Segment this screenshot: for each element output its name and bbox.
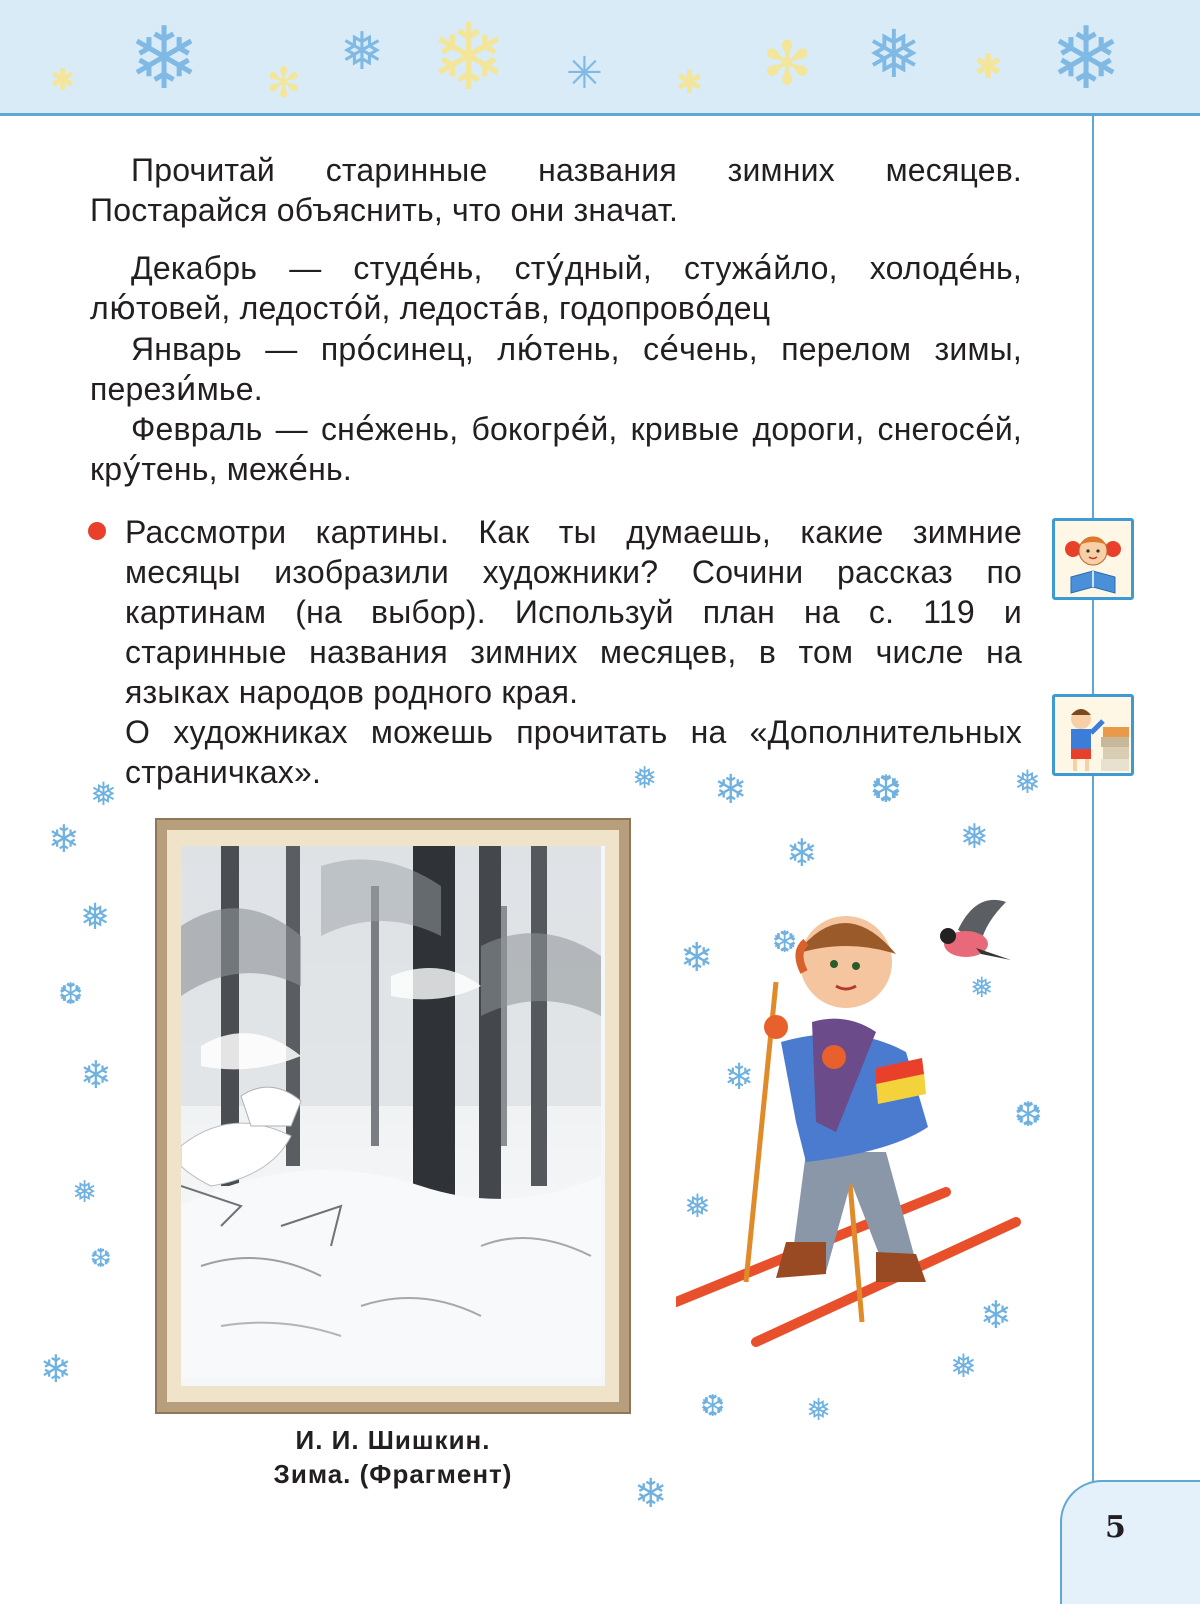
snowflake-icon: ❆ (90, 1244, 112, 1274)
january-paragraph: Январь — про́синец, лю́тень, се́чень, перелом зимы, перези́мье. (90, 330, 1022, 408)
snowflake-icon: ✳ (566, 48, 603, 99)
snowflake-icon: ✱ (974, 47, 1003, 87)
snowflake-icon: ❄ (80, 1053, 112, 1097)
snowflake-icon: ❆ (870, 767, 902, 811)
snowflake-icon: ❅ (806, 1393, 832, 1428)
red-bullet-icon (88, 522, 106, 540)
snowflake-icon: ✱ (676, 63, 703, 101)
painting-frame (155, 818, 631, 1414)
margin-rule (1092, 116, 1094, 1604)
page-number: 5 (1105, 1510, 1126, 1545)
december-paragraph: Декабрь — студе́нь, сту́дный, стужа́йло, холоде́нь, лю́товей, ледосто́й, ледоста́в, годопрово́дец (90, 249, 1023, 327)
shishkin-winter-painting (181, 846, 605, 1386)
snowflake-icon: ❄ (634, 1471, 668, 1517)
month-name: Январь (131, 331, 242, 367)
painting-caption-title: Зима. (Фрагмент) (273, 1459, 513, 1489)
snowflake-icon: ❅ (970, 971, 994, 1004)
snowflake-icon: ❆ (772, 925, 798, 960)
painting-mat (167, 830, 619, 1402)
snowflake-icon: ❄ (714, 767, 748, 813)
girl-reading-book-icon (1052, 518, 1134, 600)
snowflake-icon: ❆ (700, 1389, 726, 1424)
snowflake-icon: ❄ (1050, 9, 1123, 109)
snowflake-icon: ❅ (72, 1175, 98, 1210)
snowflake-icon: ❄ (724, 1057, 755, 1098)
february-paragraph: Февраль — сне́жень, бокогре́й, кривые дороги, снегосе́й, кру́тень, меже́нь. (90, 410, 1022, 488)
snowflake-icon: ❅ (950, 1347, 977, 1385)
snowflake-icon: ✻ (762, 29, 813, 99)
snowflake-icon: ❄ (430, 4, 508, 111)
snowflake-icon: ❄ (980, 1293, 1012, 1337)
snowflake-icon: ✻ (266, 58, 302, 107)
snowflake-icon: ❄ (48, 817, 80, 861)
snowflake-icon: ❆ (58, 977, 84, 1012)
snowflake-icon: ❄ (680, 935, 714, 981)
snowflake-icon: ❄ (40, 1347, 72, 1391)
boy-pointing-at-books-icon (1052, 694, 1134, 776)
top-snowflake-banner (0, 0, 1200, 116)
intro-paragraph: Прочитай старинные названия зимних месяцев. Постарайся объяснить, что они значат. (90, 152, 1022, 228)
snowflake-icon: ✱ (50, 63, 76, 98)
snowflake-icon: ❄ (128, 9, 201, 109)
snowflake-icon: ❅ (80, 897, 111, 938)
snowflake-icon: ❅ (340, 22, 384, 82)
snowflake-icon: ❅ (866, 16, 922, 93)
snowflake-icon: ❅ (960, 817, 989, 857)
page-number-tab (1060, 1480, 1200, 1604)
snowflake-icon: ❆ (1014, 1095, 1043, 1135)
task-paragraph: Рассмотри картины. Как ты думаешь, какие зимние месяцы изобразили художники? Сочини рассказ по картинам (на выбор). Используй план на с. 119 и старинные названия зимних месяцев, в том числе на языках народов родного края. (125, 514, 1022, 710)
about-artists-paragraph: О художниках можешь прочитать на «Дополнительных страничках». (125, 714, 1022, 790)
month-name: Февраль (131, 411, 263, 447)
snowflake-icon: ❅ (684, 1187, 711, 1225)
painting-caption-author: И. И. Шишкин. (295, 1425, 491, 1455)
snowflake-icon: ❅ (632, 761, 658, 796)
snowflake-icon: ❅ (1014, 763, 1041, 801)
snowflake-icon: ❄ (786, 831, 818, 875)
month-name: Декабрь (131, 250, 258, 286)
snowflake-icon: ❅ (90, 775, 117, 813)
